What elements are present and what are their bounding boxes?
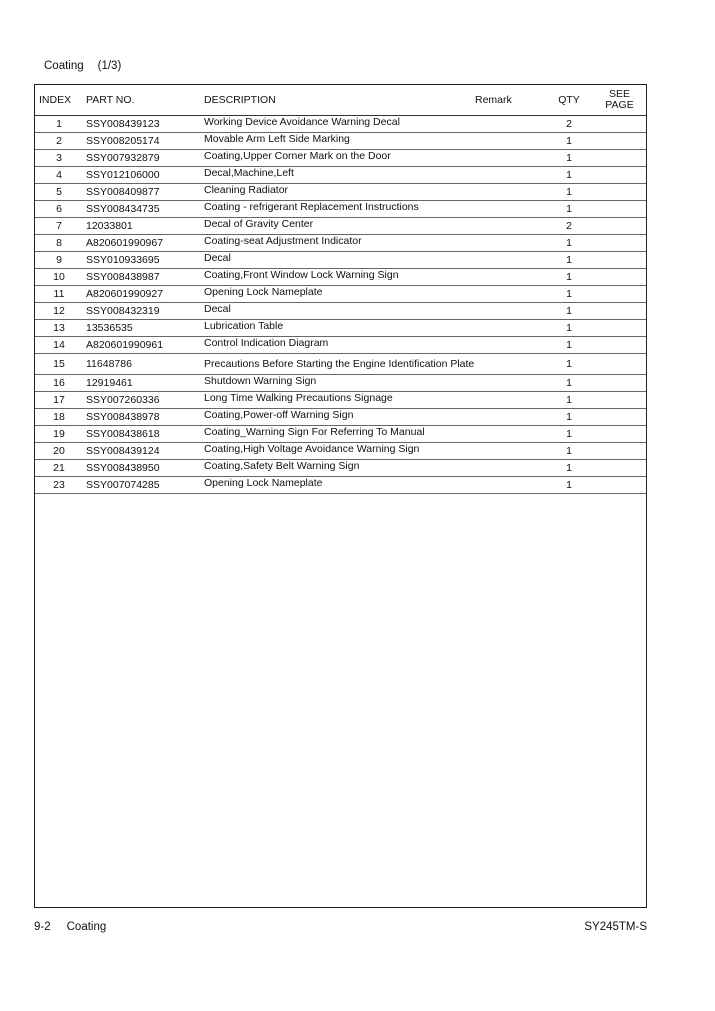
table-row	[35, 252, 646, 269]
see-page-line-1: SEE	[608, 88, 630, 100]
cell-index: 1	[35, 116, 83, 133]
cell-description	[204, 286, 475, 303]
table-row	[35, 443, 646, 460]
table-row	[35, 375, 646, 392]
cell-part-no: SSY008432319	[83, 303, 204, 320]
description-text: Coating,Upper Corner Mark on the Door	[204, 149, 391, 162]
table-row	[35, 392, 646, 409]
cell-remark	[475, 443, 545, 460]
cell-description	[204, 320, 475, 337]
description-text: Lubrication Table	[204, 319, 284, 332]
cell-index: 19	[35, 426, 83, 443]
description-text: Coating,Front Window Lock Warning Sign	[204, 268, 399, 281]
cell-description	[204, 269, 475, 286]
description-text: Opening Lock Nameplate	[204, 285, 323, 298]
cell-see-page	[593, 133, 646, 150]
page-part-indicator: (1/3)	[97, 60, 122, 72]
cell-remark	[475, 218, 545, 235]
cell-qty: 1	[545, 167, 593, 184]
cell-part-no: A820601990967	[83, 235, 204, 252]
cell-part-no: SSY008438978	[83, 409, 204, 426]
cell-part-no: A820601990927	[83, 286, 204, 303]
column-header-qty: QTY	[545, 85, 593, 116]
description-text: Cleaning Radiator	[204, 183, 289, 196]
cell-part-no: SSY008438987	[83, 269, 204, 286]
table-row	[35, 354, 646, 375]
cell-remark	[475, 269, 545, 286]
cell-see-page	[593, 337, 646, 354]
table-row	[35, 150, 646, 167]
cell-description	[204, 303, 475, 320]
cell-see-page	[593, 409, 646, 426]
table-row	[35, 409, 646, 426]
cell-description	[204, 443, 475, 460]
cell-see-page	[593, 460, 646, 477]
cell-see-page	[593, 218, 646, 235]
parts-table	[35, 85, 646, 494]
cell-description	[204, 460, 475, 477]
table-row	[35, 167, 646, 184]
cell-part-no: SSY007932879	[83, 150, 204, 167]
cell-index: 13	[35, 320, 83, 337]
cell-index: 18	[35, 409, 83, 426]
cell-qty: 1	[545, 337, 593, 354]
column-header-part-no: PART NO.	[83, 85, 204, 116]
cell-index: 14	[35, 337, 83, 354]
table-row	[35, 286, 646, 303]
cell-index: 10	[35, 269, 83, 286]
description-text: Coating-seat Adjustment Indicator	[204, 234, 362, 247]
cell-qty: 1	[545, 201, 593, 218]
cell-remark	[475, 392, 545, 409]
cell-remark	[475, 409, 545, 426]
cell-index: 3	[35, 150, 83, 167]
table-row	[35, 426, 646, 443]
table-row	[35, 218, 646, 235]
cell-qty: 2	[545, 218, 593, 235]
description-text: Movable Arm Left Side Marking	[204, 132, 350, 145]
cell-see-page	[593, 392, 646, 409]
cell-qty: 1	[545, 375, 593, 392]
description-text: Shutdown Warning Sign	[204, 374, 317, 387]
cell-see-page	[593, 426, 646, 443]
cell-index: 21	[35, 460, 83, 477]
cell-index: 23	[35, 477, 83, 494]
cell-remark	[475, 252, 545, 269]
cell-see-page	[593, 286, 646, 303]
cell-qty: 1	[545, 303, 593, 320]
cell-description	[204, 235, 475, 252]
cell-qty: 1	[545, 392, 593, 409]
cell-part-no: 13536535	[83, 320, 204, 337]
cell-description	[204, 354, 475, 375]
cell-qty: 1	[545, 354, 593, 375]
cell-part-no: SSY007260336	[83, 392, 204, 409]
page-title-text: Coating	[44, 60, 84, 72]
table-row	[35, 184, 646, 201]
cell-description	[204, 477, 475, 494]
description-text: Coating,Safety Belt Warning Sign	[204, 459, 360, 472]
cell-description	[204, 201, 475, 218]
cell-remark	[475, 477, 545, 494]
cell-description	[204, 116, 475, 133]
description-text: Opening Lock Nameplate	[204, 476, 323, 489]
cell-remark	[475, 320, 545, 337]
cell-remark	[475, 286, 545, 303]
cell-index: 11	[35, 286, 83, 303]
description-text: Coating_Warning Sign For Referring To Manual	[204, 425, 425, 438]
description-text: Coating,High Voltage Avoidance Warning Sign	[204, 442, 420, 455]
cell-description	[204, 392, 475, 409]
parts-table-body	[35, 116, 646, 494]
cell-qty: 1	[545, 184, 593, 201]
table-row	[35, 235, 646, 252]
cell-see-page	[593, 201, 646, 218]
cell-qty: 1	[545, 443, 593, 460]
cell-see-page	[593, 150, 646, 167]
cell-remark	[475, 184, 545, 201]
table-header-row	[35, 85, 646, 116]
table-row	[35, 269, 646, 286]
column-header-index: INDEX	[35, 85, 83, 116]
cell-index: 4	[35, 167, 83, 184]
cell-index: 6	[35, 201, 83, 218]
model-number: SY245TM-S	[584, 921, 647, 933]
description-text: Precautions Before Starting the Engine Identification Plate	[204, 357, 475, 370]
cell-see-page	[593, 303, 646, 320]
cell-qty: 1	[545, 460, 593, 477]
column-header-description: DESCRIPTION	[204, 85, 475, 116]
cell-description	[204, 375, 475, 392]
cell-description	[204, 252, 475, 269]
cell-remark	[475, 133, 545, 150]
cell-see-page	[593, 116, 646, 133]
cell-index: 20	[35, 443, 83, 460]
cell-qty: 1	[545, 426, 593, 443]
cell-see-page	[593, 477, 646, 494]
cell-qty: 1	[545, 252, 593, 269]
cell-index: 5	[35, 184, 83, 201]
cell-part-no: 12033801	[83, 218, 204, 235]
page-number: 9-2	[34, 921, 51, 933]
footer-section: Coating	[66, 921, 107, 933]
table-row	[35, 133, 646, 150]
cell-qty: 1	[545, 269, 593, 286]
cell-index: 16	[35, 375, 83, 392]
table-row	[35, 201, 646, 218]
parts-table-frame	[34, 84, 647, 908]
description-text: Long Time Walking Precautions Signage	[204, 391, 393, 404]
cell-part-no: A820601990961	[83, 337, 204, 354]
cell-see-page	[593, 235, 646, 252]
description-text: Decal of Gravity Center	[204, 217, 314, 230]
cell-qty: 1	[545, 477, 593, 494]
cell-qty: 2	[545, 116, 593, 133]
cell-see-page	[593, 375, 646, 392]
description-text: Working Device Avoidance Warning Decal	[204, 115, 400, 128]
cell-remark	[475, 116, 545, 133]
table-row	[35, 303, 646, 320]
table-row	[35, 477, 646, 494]
table-row	[35, 337, 646, 354]
column-header-see-page	[593, 85, 646, 116]
cell-part-no: SSY008439124	[83, 443, 204, 460]
cell-index: 7	[35, 218, 83, 235]
cell-remark	[475, 460, 545, 477]
cell-remark	[475, 375, 545, 392]
cell-see-page	[593, 167, 646, 184]
cell-index: 9	[35, 252, 83, 269]
cell-description	[204, 167, 475, 184]
cell-remark	[475, 354, 545, 375]
cell-description	[204, 150, 475, 167]
cell-part-no: 11648786	[83, 354, 204, 375]
cell-index: 15	[35, 354, 83, 375]
cell-index: 2	[35, 133, 83, 150]
table-row	[35, 116, 646, 133]
cell-part-no: SSY008205174	[83, 133, 204, 150]
cell-see-page	[593, 443, 646, 460]
description-text: Coating,Power-off Warning Sign	[204, 408, 354, 421]
cell-see-page	[593, 252, 646, 269]
column-header-remark: Remark	[475, 85, 545, 116]
cell-part-no: SSY008439123	[83, 116, 204, 133]
cell-qty: 1	[545, 409, 593, 426]
cell-qty: 1	[545, 235, 593, 252]
cell-description	[204, 409, 475, 426]
cell-part-no: SSY008438950	[83, 460, 204, 477]
cell-index: 12	[35, 303, 83, 320]
cell-part-no: SSY010933695	[83, 252, 204, 269]
table-row	[35, 460, 646, 477]
cell-part-no: SSY012106000	[83, 167, 204, 184]
cell-see-page	[593, 184, 646, 201]
cell-remark	[475, 150, 545, 167]
cell-qty: 1	[545, 150, 593, 167]
description-text: Decal	[204, 251, 231, 264]
cell-part-no: SSY007074285	[83, 477, 204, 494]
cell-qty: 1	[545, 133, 593, 150]
table-row	[35, 320, 646, 337]
cell-see-page	[593, 320, 646, 337]
page-footer-left	[34, 921, 106, 933]
cell-part-no: SSY008409877	[83, 184, 204, 201]
cell-remark	[475, 426, 545, 443]
page-title	[44, 60, 121, 72]
cell-see-page	[593, 354, 646, 375]
description-text: Decal,Machine,Left	[204, 166, 294, 179]
cell-see-page	[593, 269, 646, 286]
cell-index: 8	[35, 235, 83, 252]
cell-remark	[475, 235, 545, 252]
description-text: Control Indication Diagram	[204, 336, 329, 349]
cell-description	[204, 337, 475, 354]
see-page-line-2: PAGE	[605, 99, 634, 111]
cell-part-no: SSY008434735	[83, 201, 204, 218]
description-text: Decal	[204, 302, 231, 315]
cell-qty: 1	[545, 286, 593, 303]
cell-description	[204, 133, 475, 150]
cell-index: 17	[35, 392, 83, 409]
cell-remark	[475, 303, 545, 320]
cell-qty: 1	[545, 320, 593, 337]
cell-description	[204, 184, 475, 201]
cell-description	[204, 218, 475, 235]
description-text: Coating - refrigerant Replacement Instructions	[204, 200, 419, 213]
cell-description	[204, 426, 475, 443]
cell-remark	[475, 201, 545, 218]
cell-part-no: 12919461	[83, 375, 204, 392]
cell-remark	[475, 337, 545, 354]
cell-remark	[475, 167, 545, 184]
cell-part-no: SSY008438618	[83, 426, 204, 443]
